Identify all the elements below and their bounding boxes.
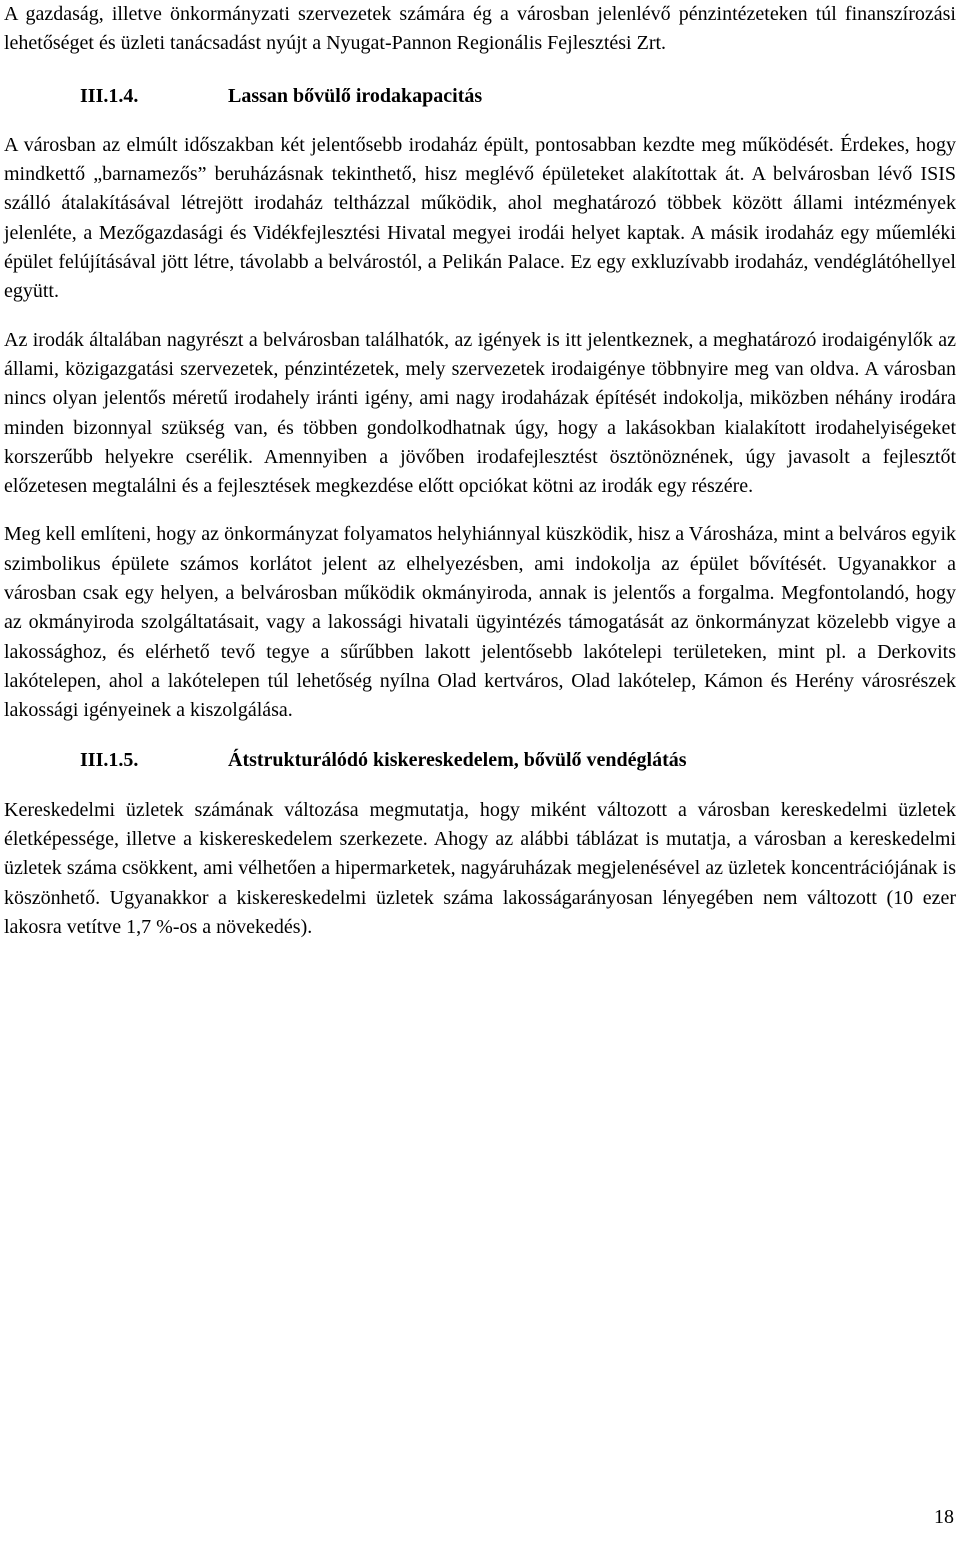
section-title: Lassan bővülő irodakapacitás	[228, 84, 483, 107]
section-heading-iii-1-4	[80, 82, 956, 111]
paragraph-office-buildings: A városban az elmúlt időszakban két jelentősebb irodaház épült, pontosabban kezdte meg működését. Érdekes, hogy mindkettő „barnamezős” beruházásnak tekinthető, hisz meglévő épületeket alakítottak át. A belvárosban lévő ISIS szálló átalakításával létrejött irodaház teltházzal működik, ahol meghatározó többek között állami intézmények jelenléte, a Mezőgazdasági és Vidékfejlesztési Hivatal megyei irodái helyet kaptak. A másik irodaház egy műemléki épület felújításával jött létre, távolabb a belvárostól, a Pelikán Palace. Ez egy exkluzívabb irodaház, vendéglátóhellyel együtt.	[4, 133, 956, 303]
paragraph-retail: Kereskedelmi üzletek számának változása megmutatja, hogy miként változott a városban kereskedelmi üzletek életképessége, illetve a kiskereskedelem szerkezete. Ahogy az alábbi táblázat is mutatja, a városban a kereskedelmi üzletek száma csökkent, ami vélhetően a hipermarketek, nagyáruházak megjelenésével az üzletek koncentrációjának is köszönhető. Ugyanakkor a kiskereskedelmi üzletek száma lakosságarányosan lényegében nem változott (10 ezer lakosra vetítve 1,7 %-os a növekedés).	[4, 798, 956, 939]
section-number: III.1.4.	[80, 84, 139, 107]
page-number: 18	[934, 1506, 954, 1528]
section-title: Átstrukturálódó kiskereskedelem, bővülő vendéglátás	[228, 748, 687, 771]
paragraph-intro: A gazdaság, illetve önkormányzati szervezetek számára ég a városban jelenlévő pénzintézeteken túl finanszírozási lehetőséget és üzleti tanácsadást nyújt a Nyugat-Pannon Regionális Fejlesztési Zrt.	[4, 3, 956, 55]
section-number: III.1.5.	[80, 748, 139, 771]
paragraph-office-demand: Az irodák általában nagyrészt a belvárosban találhatók, az igények is itt jelentkeznek, a meghatározó irodaigénylők az állami, közigazgatási szervezetek, pénzintézetek, mely szervezetek irodaigénye többnyire meg van oldva. A városban nincs olyan jelentős méretű irodahely iránti igény, ami nagy irodaházak építését indokolja, miközben néhány irodára minden bizonnyal szükség van, és többen gondolkodhatnak úgy, hogy a lakásokban kialakított irodahelyiségeket korszerűbb helyekre cserélik. Amennyiben a jövőben irodafejlesztést ösztönöznének, úgy javasolt a fejlesztőt előzetesen megtalálni és a fejlesztések megkezdése előtt opciókat kötni az irodák egy részére.	[4, 328, 956, 498]
paragraph-city-hall: Meg kell említeni, hogy az önkormányzat folyamatos helyhiánnyal küszködik, hisz a Városháza, mint a belváros egyik szimbolikus épülete számos korlátot jelent az elhelyezésben, ami indokolja az épület bővítését. Ugyanakkor a városban csak egy helyen, a belvárosban működik okmányiroda, annak is jelentős a forgalma. Megfontolandó, hogy az okmányiroda szolgáltatásait, vagy a lakossági hivatali ügyintézés támogatását az önkormányzat közelebb vigye a lakossághoz, és elérhető tevő tegye a sűrűbben lakott jelentősebb lakótelepi területeken, mint pl. a Derkovits lakótelepen, ahol a lakótelepen túl lehetőség nyílna Olad kertváros, Olad lakótelep, Kámon és Herény városrészek lakossági igényeinek a kiszolgálása.	[4, 523, 956, 722]
document-page	[4, 0, 956, 942]
section-heading-iii-1-5	[80, 746, 956, 775]
